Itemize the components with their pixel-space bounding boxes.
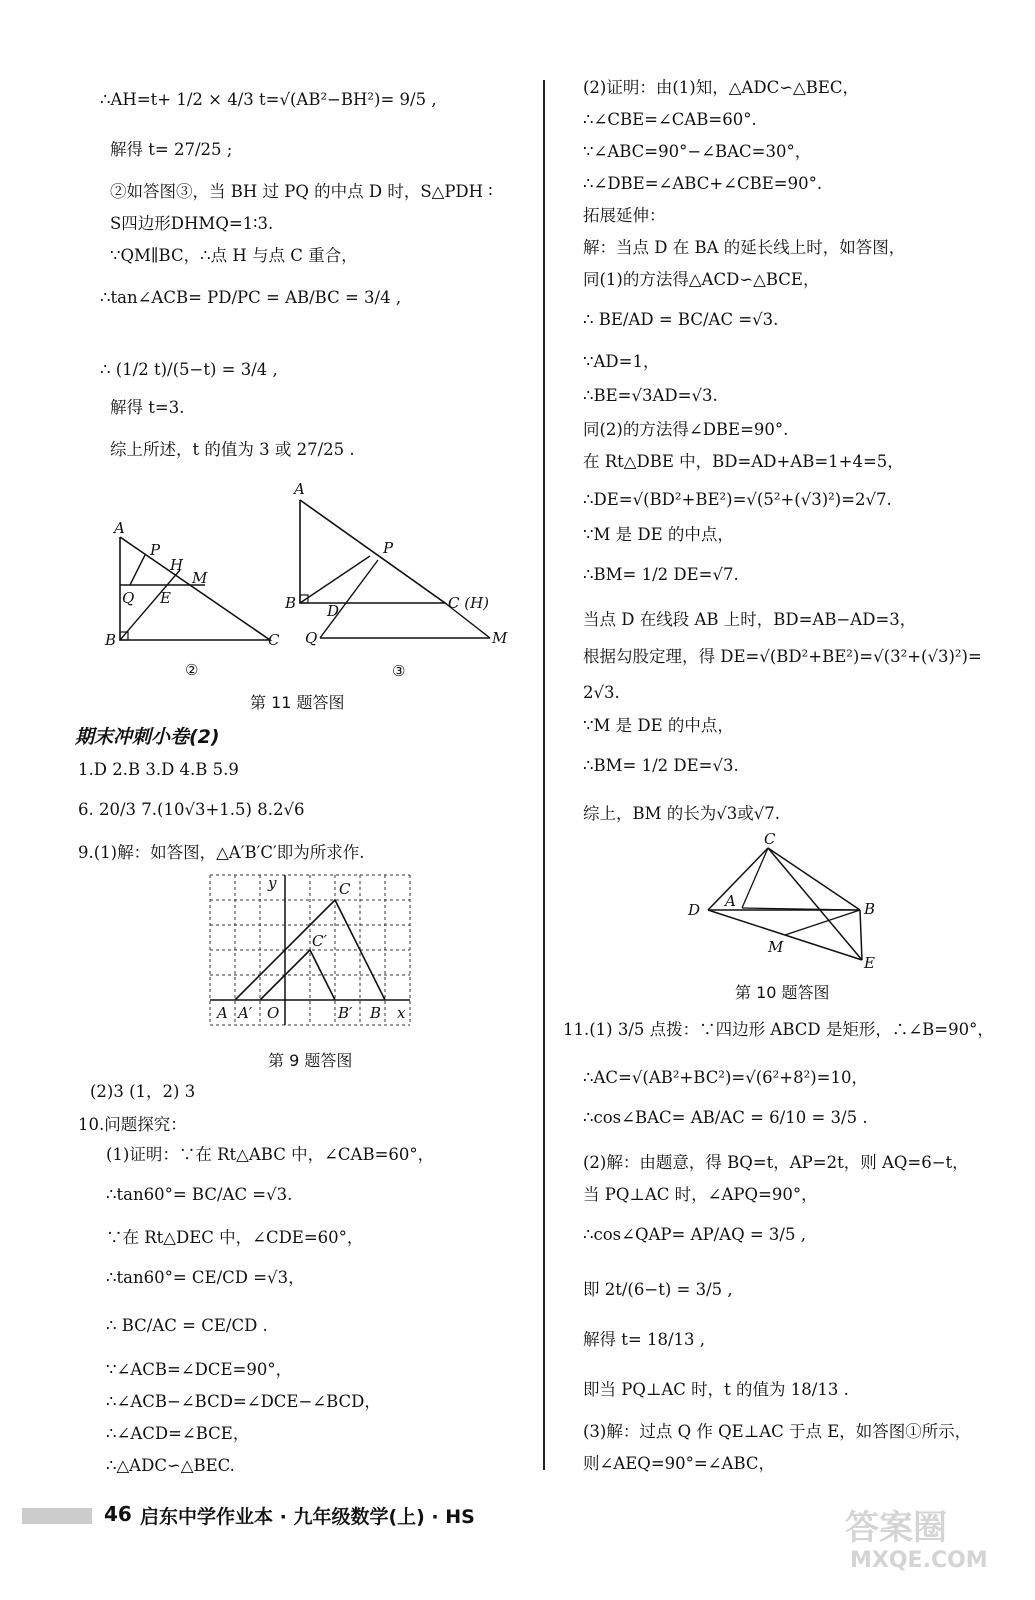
label-B-prime: B′: [338, 1004, 353, 1022]
text-line: 9.(1)解：如答图，△A′B′C′即为所求作.: [78, 843, 365, 862]
figure-caption: 第 10 题答图: [735, 983, 830, 1002]
label-CH: C (H): [448, 594, 490, 612]
text-line: ∵AD=1，: [583, 352, 660, 371]
section-title: 期末冲刺小卷(2): [75, 726, 220, 748]
text-line: 解得 t= 18/13 ,: [583, 1330, 705, 1349]
label-D: D: [327, 602, 340, 620]
text-line: ∴tan60°= CE/CD =√3，: [106, 1268, 305, 1287]
label-P: P: [383, 539, 394, 557]
text-line: 同(2)的方法得∠DBE=90°.: [583, 420, 789, 439]
text-line: ∵∠ACB=∠DCE=90°，: [106, 1360, 293, 1379]
label-M: M: [768, 938, 784, 956]
text-line: 拓展延伸：: [583, 206, 666, 225]
label-M: M: [192, 569, 208, 587]
text-line: (2)解：由题意，得 BQ=t，AP=2t，则 AQ=6−t，: [583, 1153, 969, 1172]
text-line: ∴BM= 1/2 DE=√7.: [583, 565, 739, 584]
text-line: (2)证明：由(1)知，△ADC∽△BEC，: [583, 78, 860, 97]
text-line: 根据勾股定理，得 DE=√(BD²+BE²)=√(3²+(√3)²)=: [583, 647, 982, 666]
text-line: 10.问题探究：: [78, 1115, 187, 1134]
page-number: 46: [104, 1502, 132, 1526]
label-B: B: [105, 631, 117, 649]
watermark-url: MXQE.COM: [850, 1548, 988, 1573]
text-line: ∴tan60°= BC/AC =√3.: [106, 1185, 293, 1204]
text-line: ∵M 是 DE 的中点，: [583, 716, 734, 735]
text-line: ∴cos∠BAC= AB/AC = 6/10 = 3/5 .: [583, 1108, 868, 1127]
text-line: 综上，BM 的长为√3或√7.: [583, 804, 781, 823]
text-line: ∵QM∥BC，∴点 H 与点 C 重合，: [110, 246, 358, 265]
text-line: 在 Rt△DBE 中，BD=AD+AB=1+4=5，: [583, 452, 904, 471]
text-line: (1)证明：∵在 Rt△ABC 中，∠CAB=60°，: [106, 1145, 435, 1164]
figure-11-diagram-2: [100, 515, 300, 680]
text-line: 6. 20/3 7.(10√3+1.5) 8.2√6: [78, 800, 305, 819]
text-line: ∴∠ACD=∠BCE，: [106, 1424, 250, 1443]
text-line: ∴ BC/AC = CE/CD .: [106, 1316, 268, 1335]
label-C: C: [764, 830, 776, 848]
text-line: 11.(1) 3/5 点拨：∵四边形 ABCD 是矩形，∴∠B=90°，: [563, 1020, 994, 1039]
text-line: ∴∠CBE=∠CAB=60°.: [583, 110, 757, 129]
label-A: A: [294, 480, 305, 498]
text-line: ∴AC=√(AB²+BC²)=√(6²+8²)=10，: [583, 1068, 868, 1087]
footer-bar: [22, 1508, 92, 1524]
figure-9-grid: [205, 870, 415, 1030]
text-line: ∵∠ABC=90°−∠BAC=30°，: [583, 142, 812, 161]
label-A-prime: A′: [238, 1004, 253, 1022]
text-line: ∵在 Rt△DEC 中，∠CDE=60°，: [106, 1228, 364, 1247]
text-line: 当点 D 在线段 AB 上时，BD=AB−AD=3，: [583, 610, 917, 629]
label-A: A: [725, 892, 736, 910]
text-line: ∴BM= 1/2 DE=√3.: [583, 756, 739, 775]
figure-label: ③: [392, 662, 406, 680]
text-line: ∵M 是 DE 的中点，: [583, 525, 734, 544]
label-B: B: [864, 900, 876, 918]
figure-label: ②: [185, 661, 199, 679]
watermark-logo: 答案圈: [845, 1508, 947, 1548]
label-E: E: [864, 954, 875, 972]
column-divider: [543, 80, 545, 1470]
text-line: S四边形DHMQ=1∶3.: [110, 214, 274, 233]
text-line: ∴BE=√3AD=√3.: [583, 386, 718, 405]
text-line: ∴AH=t+ 1/2 × 4/3 t=√(AB²−BH²)= 9/5 ,: [100, 90, 437, 109]
label-D: D: [688, 901, 701, 919]
text-line: 2√3.: [583, 683, 620, 702]
figure-caption: 第 11 题答图: [250, 693, 345, 712]
label-P: P: [150, 541, 161, 559]
label-A: A: [217, 1004, 228, 1022]
text-line: ∴DE=√(BD²+BE²)=√(5²+(√3)²)=2√7.: [583, 490, 892, 509]
text-line: 即当 PQ⊥AC 时，t 的值为 18/13 .: [583, 1380, 849, 1399]
text-line: (3)解：过点 Q 作 QE⊥AC 于点 E，如答图①所示，: [583, 1422, 972, 1441]
label-H: H: [170, 556, 184, 574]
text-line: ∴tan∠ACB= PD/PC = AB/BC = 3/4 ,: [100, 288, 402, 307]
text-line: 解得 t=3.: [110, 398, 185, 417]
label-C-prime: C′: [312, 932, 327, 950]
label-B: B: [285, 594, 297, 612]
label-x: x: [397, 1004, 406, 1022]
text-line: 解得 t= 27/25 ;: [110, 140, 233, 159]
book-title: 启东中学作业本 · 九年级数学(上) · HS: [140, 1506, 475, 1528]
text-line: 同(1)的方法得△ACD∽△BCE，: [583, 270, 820, 289]
label-C: C: [268, 631, 280, 649]
label-C: C: [339, 880, 351, 898]
label-M: M: [492, 629, 508, 647]
label-Q: Q: [122, 589, 135, 607]
figure-10-diagram: [680, 830, 890, 975]
figure-11-diagram-3: [280, 478, 520, 683]
text-line: 解：当点 D 在 BA 的延长线上时，如答图，: [583, 238, 906, 257]
text-line: 则∠AEQ=90°=∠ABC，: [583, 1454, 776, 1473]
label-Q: Q: [305, 629, 318, 647]
label-O: O: [267, 1004, 280, 1022]
text-line: ②如答图③，当 BH 过 PQ 的中点 D 时，S△PDH ∶: [110, 182, 493, 201]
text-line: ∴cos∠QAP= AP/AQ = 3/5 ,: [583, 1225, 806, 1244]
figure-caption: 第 9 题答图: [268, 1051, 353, 1070]
text-line: 综上所述，t 的值为 3 或 27/25 .: [110, 440, 355, 459]
text-line: ∴∠ACB−∠BCD=∠DCE−∠BCD，: [106, 1392, 381, 1411]
label-E: E: [160, 589, 171, 607]
label-A: A: [114, 519, 125, 537]
text-line: (2)3 (1，2) 3: [90, 1082, 196, 1101]
text-line: 1.D 2.B 3.D 4.B 5.9: [78, 760, 239, 779]
text-line: ∴△ADC∽△BEC.: [106, 1456, 235, 1475]
text-line: 即 2t/(6−t) = 3/5 ,: [583, 1280, 733, 1299]
text-line: 当 PQ⊥AC 时，∠APQ=90°，: [583, 1185, 818, 1204]
text-line: ∴∠DBE=∠ABC+∠CBE=90°.: [583, 174, 823, 193]
label-B: B: [370, 1004, 382, 1022]
label-y: y: [268, 874, 277, 892]
text-line: ∴ BE/AD = BC/AC =√3.: [583, 310, 779, 329]
text-line: ∴ (1/2 t)/(5−t) = 3/4 ,: [100, 360, 278, 379]
